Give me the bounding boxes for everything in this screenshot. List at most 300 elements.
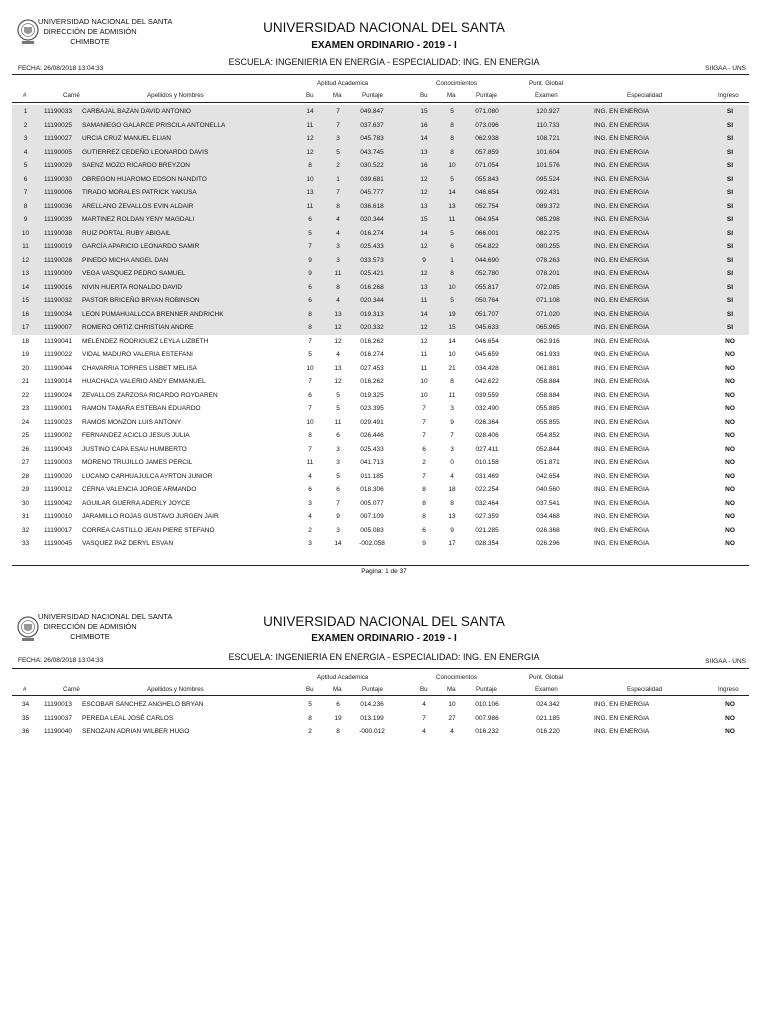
conocimientos-ma-cell: 3 bbox=[450, 405, 454, 412]
aptitud-puntaje-cell: 013.199 bbox=[360, 714, 384, 722]
name-cell: JARAMILLO ROJAS GUSTAVO JURGEN JAIR bbox=[82, 513, 219, 520]
aptitud-bu-cell: 10 bbox=[306, 418, 314, 426]
row-number: 11 bbox=[22, 243, 29, 250]
especialidad-cell: ING. EN ENERGIA bbox=[594, 175, 650, 183]
aptitud-puntaje-cell: 045.783 bbox=[360, 135, 384, 142]
carne-cell: 11190013 bbox=[44, 701, 72, 708]
table-row bbox=[12, 105, 749, 119]
aptitud-puntaje-cell: 036.618 bbox=[360, 202, 384, 210]
conocimientos-ma-cell: 10 bbox=[448, 351, 456, 358]
aptitud-puntaje-cell: 030.522 bbox=[360, 162, 384, 169]
ingreso-cell: SI bbox=[726, 216, 734, 223]
conocimientos-puntaje-cell: 032.490 bbox=[475, 405, 499, 412]
name-cell: VIDAL MADURO VALERIA ESTEFANI bbox=[82, 351, 193, 358]
ingreso-cell: NO bbox=[725, 445, 735, 453]
conocimientos-puntaje-cell: 027.411 bbox=[475, 445, 499, 453]
aptitud-bu-cell: 3 bbox=[308, 499, 312, 507]
col-con-puntaje-header: Puntaje bbox=[476, 92, 497, 99]
pagination-label: Pagina: 1 de 37 bbox=[361, 568, 407, 575]
especialidad-cell: ING. EN ENERGIA bbox=[594, 445, 650, 453]
carne-cell: 11190034 bbox=[44, 310, 72, 318]
conocimientos-puntaje-cell: 027.359 bbox=[475, 513, 499, 520]
row-number: 36 bbox=[21, 728, 30, 735]
name-cell: JUSTINO CAPA ESAU HUMBERTO bbox=[82, 445, 187, 453]
aptitud-ma-cell: 4 bbox=[336, 297, 340, 304]
system-label: SIIGAA - UNS bbox=[705, 65, 746, 72]
conocimientos-bu-cell: 12 bbox=[420, 324, 428, 331]
name-cell: MARTINEZ ROLDAN YENY MAGDALI bbox=[82, 216, 195, 223]
aptitud-bu-cell: 6 bbox=[308, 391, 312, 399]
conocimientos-bu-cell: 11 bbox=[420, 364, 428, 372]
conocimientos-ma-cell: 8 bbox=[450, 270, 454, 277]
group-puntaje-global-header: Punt. Global bbox=[529, 674, 564, 681]
aptitud-puntaje-cell: 018.306 bbox=[360, 486, 384, 493]
conocimientos-bu-cell: 4 bbox=[422, 728, 426, 735]
col-con-ma-header: Ma bbox=[447, 686, 456, 693]
table-row bbox=[12, 443, 749, 457]
conocimientos-bu-cell: 14 bbox=[420, 310, 428, 318]
conocimientos-bu-cell: 13 bbox=[420, 202, 428, 210]
name-cell: RUIZ PORTAL RUBY ABIGAIL bbox=[82, 229, 171, 237]
name-cell: PEREDA LEAL JOSÉ CARLOS bbox=[82, 714, 174, 722]
system-label: SIIGAA - UNS bbox=[705, 658, 746, 665]
especialidad-cell: ING. EN ENERGIA bbox=[594, 472, 650, 480]
conocimientos-puntaje-cell: 032.464 bbox=[475, 499, 499, 507]
puntaje-global-cell: 078.201 bbox=[536, 270, 560, 277]
conocimientos-bu-cell: 10 bbox=[420, 391, 428, 399]
ingreso-cell: SI bbox=[726, 121, 734, 129]
aptitud-ma-cell: 3 bbox=[336, 526, 340, 534]
name-cell: GUTIERREZ CEDEÑO LEONARDO DAVIS bbox=[82, 148, 209, 156]
especialidad-cell: ING. EN ENERGIA bbox=[594, 418, 650, 426]
conocimientos-ma-cell: 10 bbox=[448, 162, 456, 169]
puntaje-global-cell: 055.855 bbox=[536, 418, 560, 426]
aptitud-bu-cell: 7 bbox=[308, 445, 312, 453]
aptitud-ma-cell: 13 bbox=[334, 364, 342, 372]
aptitud-bu-cell: 8 bbox=[308, 162, 312, 169]
conocimientos-ma-cell: 10 bbox=[448, 283, 456, 291]
conocimientos-bu-cell: 6 bbox=[422, 445, 426, 453]
row-number: 18 bbox=[21, 337, 30, 345]
aptitud-bu-cell: 3 bbox=[308, 540, 312, 547]
carne-cell: 11190020 bbox=[44, 472, 72, 480]
ingreso-cell: SI bbox=[726, 202, 734, 210]
row-number: 17 bbox=[21, 324, 30, 331]
col-apt-ma-header: Ma bbox=[333, 686, 342, 693]
university-seal-icon bbox=[17, 16, 39, 46]
col-apt-puntaje-header: Puntaje bbox=[362, 92, 383, 99]
name-cell: VEGA VASQUEZ PEDRO SAMUEL bbox=[82, 270, 186, 277]
aptitud-puntaje-cell: 043.745 bbox=[360, 148, 384, 156]
puntaje-global-cell: 095.524 bbox=[536, 175, 560, 183]
col-con-bu-header: Bu bbox=[420, 686, 428, 693]
row-number: 10 bbox=[21, 229, 30, 237]
conocimientos-puntaje-cell: 042.622 bbox=[475, 378, 499, 385]
table-row bbox=[12, 402, 749, 416]
aptitud-puntaje-cell: -000.012 bbox=[359, 728, 385, 735]
name-cell: VASQUEZ PAZ DERYL ESVAN bbox=[82, 540, 174, 547]
conocimientos-ma-cell: 10 bbox=[448, 701, 456, 708]
results-table-page-2 bbox=[12, 698, 749, 739]
carne-cell: 11190010 bbox=[44, 513, 72, 520]
row-number: 30 bbox=[21, 499, 30, 507]
report-subtitle: EXAMEN ORDINARIO - 2019 - I bbox=[311, 633, 457, 644]
report-date: FECHA: 26/08/2018 13:04:33 bbox=[18, 657, 104, 664]
aptitud-ma-cell: 4 bbox=[336, 216, 340, 223]
aptitud-puntaje-cell: 016.274 bbox=[360, 229, 384, 237]
conocimientos-bu-cell: 6 bbox=[422, 526, 426, 534]
carne-cell: 11190036 bbox=[44, 202, 72, 210]
ingreso-cell: NO bbox=[725, 364, 735, 372]
especialidad-cell: ING. EN ENERGIA bbox=[594, 270, 650, 277]
conocimientos-bu-cell: 12 bbox=[420, 175, 428, 183]
conocimientos-bu-cell: 11 bbox=[420, 351, 428, 358]
puntaje-global-cell: 072.085 bbox=[536, 283, 560, 291]
group-aptitud-header: Aptitud Academica bbox=[317, 80, 369, 87]
especialidad-cell: ING. EN ENERGIA bbox=[594, 148, 650, 156]
aptitud-puntaje-cell: 033.573 bbox=[360, 256, 384, 264]
aptitud-bu-cell: 2 bbox=[308, 526, 312, 534]
ingreso-cell: NO bbox=[725, 499, 735, 507]
aptitud-ma-cell: 3 bbox=[336, 445, 340, 453]
table-row bbox=[12, 429, 749, 443]
carne-cell: 11190039 bbox=[44, 216, 72, 223]
table-row bbox=[12, 132, 749, 146]
aptitud-ma-cell: 4 bbox=[336, 351, 340, 358]
name-cell: MELENDEZ RODRIGUEZ LEYLA LIZBETH bbox=[82, 337, 209, 345]
institution-block bbox=[38, 612, 173, 642]
carne-cell: 11190029 bbox=[44, 162, 72, 169]
report-date: FECHA: 26/08/2018 13:04:33 bbox=[18, 65, 104, 72]
row-number: 21 bbox=[21, 378, 30, 385]
ingreso-cell: NO bbox=[725, 391, 735, 399]
carne-cell: 11190017 bbox=[44, 526, 72, 534]
puntaje-global-cell: 092.431 bbox=[536, 189, 560, 196]
conocimientos-bu-cell: 2 bbox=[422, 459, 426, 466]
especialidad-cell: ING. EN ENERGIA bbox=[594, 256, 650, 264]
col-num-header: # bbox=[23, 92, 27, 99]
group-conocimientos-header: Conocimientos bbox=[436, 80, 477, 87]
conocimientos-ma-cell: 13 bbox=[448, 513, 456, 520]
aptitud-bu-cell: 11 bbox=[306, 202, 314, 210]
row-number: 14 bbox=[21, 283, 30, 291]
puntaje-global-cell: 058.884 bbox=[536, 391, 560, 399]
conocimientos-ma-cell: 5 bbox=[450, 175, 454, 183]
carne-cell: 11190028 bbox=[44, 256, 72, 264]
table-row bbox=[12, 470, 749, 484]
col-especialidad-header: Especialidad bbox=[627, 686, 663, 693]
results-table-page-1 bbox=[12, 105, 749, 551]
especialidad-cell: ING. EN ENERGIA bbox=[594, 324, 650, 331]
puntaje-global-cell: 071.108 bbox=[536, 297, 560, 304]
especialidad-cell: ING. EN ENERGIA bbox=[594, 243, 650, 250]
puntaje-global-cell: 110.733 bbox=[536, 121, 560, 129]
conocimientos-bu-cell: 12 bbox=[420, 270, 428, 277]
carne-cell: 11190032 bbox=[44, 297, 72, 304]
aptitud-ma-cell: 8 bbox=[336, 728, 340, 735]
aptitud-bu-cell: 6 bbox=[308, 297, 312, 304]
table-row bbox=[12, 524, 749, 538]
especialidad-cell: ING. EN ENERGIA bbox=[594, 364, 650, 372]
aptitud-puntaje-cell: 019.313 bbox=[360, 310, 384, 318]
aptitud-ma-cell: 12 bbox=[334, 324, 342, 331]
carne-cell: 11190016 bbox=[44, 283, 72, 291]
conocimientos-bu-cell: 13 bbox=[420, 283, 428, 291]
conocimientos-ma-cell: 14 bbox=[448, 337, 456, 345]
table-row bbox=[12, 537, 749, 551]
group-aptitud-header: Aptitud Academica bbox=[317, 674, 369, 681]
especialidad-cell: ING. EN ENERGIA bbox=[594, 135, 650, 142]
conocimientos-ma-cell: 15 bbox=[448, 324, 456, 331]
name-cell: FERNANDEZ ACICLO JESUS JULIA bbox=[82, 432, 190, 439]
col-apt-bu-header: Bu bbox=[306, 92, 314, 99]
aptitud-ma-cell: 3 bbox=[336, 135, 340, 142]
conocimientos-puntaje-cell: 073.096 bbox=[475, 121, 499, 129]
conocimientos-puntaje-cell: 016.232 bbox=[475, 728, 499, 735]
carne-cell: 11190045 bbox=[44, 540, 72, 547]
conocimientos-puntaje-cell: 010.106 bbox=[475, 701, 499, 708]
row-number: 8 bbox=[23, 202, 28, 210]
conocimientos-bu-cell: 7 bbox=[422, 472, 426, 480]
row-number: 2 bbox=[23, 121, 28, 129]
conocimientos-puntaje-cell: 046.654 bbox=[475, 189, 499, 196]
aptitud-puntaje-cell: 023.395 bbox=[360, 405, 384, 412]
aptitud-ma-cell: 7 bbox=[336, 121, 340, 129]
aptitud-ma-cell: 5 bbox=[336, 405, 340, 412]
especialidad-cell: ING. EN ENERGIA bbox=[594, 513, 650, 520]
ingreso-cell: NO bbox=[725, 337, 735, 345]
aptitud-puntaje-cell: 019.325 bbox=[360, 391, 384, 399]
especialidad-cell: ING. EN ENERGIA bbox=[594, 351, 650, 358]
aptitud-puntaje-cell: 005.077 bbox=[360, 499, 384, 507]
puntaje-global-cell: 080.255 bbox=[536, 243, 560, 250]
conocimientos-ma-cell: 3 bbox=[450, 445, 454, 453]
aptitud-bu-cell: 2 bbox=[308, 728, 312, 735]
conocimientos-bu-cell: 11 bbox=[420, 297, 428, 304]
aptitud-puntaje-cell: 039.681 bbox=[360, 175, 384, 183]
aptitud-ma-cell: 6 bbox=[336, 701, 340, 708]
conocimientos-bu-cell: 12 bbox=[420, 243, 428, 250]
ingreso-cell: SI bbox=[726, 297, 734, 304]
name-cell: CERNA VALENCIA JORGE ARMANDO bbox=[82, 486, 197, 493]
col-con-puntaje-header: Puntaje bbox=[476, 686, 497, 693]
report-page-2 bbox=[0, 597, 768, 757]
carne-cell: 11190044 bbox=[44, 364, 72, 372]
puntaje-global-cell: 016.220 bbox=[536, 728, 560, 735]
conocimientos-ma-cell: 8 bbox=[450, 499, 454, 507]
conocimientos-puntaje-cell: 010.158 bbox=[475, 459, 499, 466]
ingreso-cell: SI bbox=[726, 175, 734, 183]
table-row bbox=[12, 254, 749, 268]
conocimientos-bu-cell: 16 bbox=[420, 162, 428, 169]
ingreso-cell: NO bbox=[725, 526, 735, 534]
conocimientos-ma-cell: 14 bbox=[448, 189, 456, 196]
name-cell: NIVIN HUERTA RONALDO DAVID bbox=[82, 283, 183, 291]
col-carne-header: Carné bbox=[63, 686, 80, 693]
aptitud-bu-cell: 7 bbox=[308, 378, 312, 385]
aptitud-bu-cell: 4 bbox=[308, 513, 312, 520]
carne-cell: 11190007 bbox=[44, 324, 72, 331]
ingreso-cell: NO bbox=[725, 418, 735, 426]
conocimientos-puntaje-cell: 055.817 bbox=[475, 283, 499, 291]
conocimientos-ma-cell: 5 bbox=[450, 297, 454, 304]
especialidad-cell: ING. EN ENERGIA bbox=[594, 526, 650, 534]
conocimientos-bu-cell: 14 bbox=[420, 135, 428, 142]
table-row bbox=[12, 227, 749, 241]
aptitud-ma-cell: 5 bbox=[336, 391, 340, 399]
row-number: 15 bbox=[21, 297, 30, 304]
conocimientos-ma-cell: 5 bbox=[450, 108, 454, 115]
name-cell: RAMON TAMARA ESTEBAN EDUARDO bbox=[82, 405, 201, 412]
conocimientos-puntaje-cell: 044.690 bbox=[475, 256, 499, 264]
institution-name: UNIVERSIDAD NACIONAL DEL SANTA bbox=[38, 17, 173, 26]
ingreso-cell: NO bbox=[725, 513, 735, 520]
conocimientos-bu-cell: 15 bbox=[420, 216, 428, 223]
aptitud-bu-cell: 8 bbox=[308, 432, 312, 439]
conocimientos-puntaje-cell: 052.754 bbox=[475, 202, 499, 210]
institution-department: DIRECCIÓN DE ADMISIÓN bbox=[43, 27, 137, 36]
conocimientos-bu-cell: 8 bbox=[422, 499, 426, 507]
puntaje-global-cell: 078.263 bbox=[536, 256, 560, 264]
puntaje-global-cell: 120.927 bbox=[536, 108, 560, 115]
row-number: 35 bbox=[21, 714, 30, 722]
table-row bbox=[12, 362, 749, 376]
conocimientos-puntaje-cell: 021.285 bbox=[475, 526, 499, 534]
aptitud-bu-cell: 7 bbox=[308, 337, 312, 345]
conocimientos-puntaje-cell: 051.707 bbox=[475, 310, 499, 318]
conocimientos-ma-cell: 8 bbox=[450, 135, 454, 142]
ingreso-cell: SI bbox=[726, 243, 734, 250]
carne-cell: 11190001 bbox=[44, 405, 72, 412]
conocimientos-puntaje-cell: 026.364 bbox=[475, 418, 499, 426]
especialidad-cell: ING. EN ENERGIA bbox=[594, 310, 650, 318]
aptitud-puntaje-cell: 029.491 bbox=[360, 418, 384, 426]
name-cell: OBREGON HUAROMO EDSON NANDITO bbox=[82, 175, 207, 183]
ingreso-cell: NO bbox=[725, 459, 735, 466]
conocimientos-ma-cell: 18 bbox=[448, 486, 456, 493]
header-rule bbox=[12, 74, 749, 75]
aptitud-bu-cell: 5 bbox=[308, 351, 312, 358]
aptitud-ma-cell: 12 bbox=[334, 378, 342, 385]
name-cell: GARCÍA APARICIO LEONARDO SAMIR bbox=[82, 243, 200, 250]
carne-cell: 11190012 bbox=[44, 486, 72, 493]
conocimientos-bu-cell: 7 bbox=[422, 432, 426, 439]
puntaje-global-cell: 082.275 bbox=[536, 229, 560, 237]
ingreso-cell: SI bbox=[726, 256, 734, 264]
aptitud-bu-cell: 11 bbox=[306, 459, 314, 466]
table-row bbox=[12, 267, 749, 281]
table-row bbox=[12, 416, 749, 430]
conocimientos-bu-cell: 13 bbox=[420, 148, 428, 156]
aptitud-bu-cell: 8 bbox=[308, 714, 312, 722]
row-number: 27 bbox=[21, 459, 30, 466]
group-conocimientos-header: Conocimientos bbox=[436, 674, 477, 681]
conocimientos-ma-cell: 6 bbox=[450, 243, 454, 250]
table-row bbox=[12, 698, 749, 712]
especialidad-cell: ING. EN ENERGIA bbox=[594, 108, 650, 115]
carne-cell: 11190019 bbox=[44, 243, 72, 250]
row-number: 28 bbox=[21, 472, 30, 480]
especialidad-cell: ING. EN ENERGIA bbox=[594, 283, 650, 291]
ingreso-cell: SI bbox=[726, 135, 734, 142]
puntaje-global-cell: 024.342 bbox=[536, 701, 560, 708]
aptitud-bu-cell: 13 bbox=[306, 189, 314, 196]
col-ingreso-header: Ingreso bbox=[718, 92, 739, 99]
conocimientos-ma-cell: 21 bbox=[448, 364, 456, 372]
school-specialty: ESCUELA: INGENIERIA EN ENERGIA - ESPECIALIDAD: ING. EN ENERGIA bbox=[228, 57, 540, 67]
conocimientos-puntaje-cell: 052.780 bbox=[475, 270, 499, 277]
row-number: 12 bbox=[21, 256, 30, 264]
aptitud-puntaje-cell: 020.344 bbox=[360, 297, 384, 304]
especialidad-cell: ING. EN ENERGIA bbox=[594, 486, 650, 493]
puntaje-global-cell: 062.916 bbox=[536, 337, 560, 345]
col-examen-header: Examen bbox=[535, 686, 558, 693]
aptitud-bu-cell: 10 bbox=[306, 175, 314, 183]
aptitud-ma-cell: 7 bbox=[336, 189, 340, 196]
conocimientos-puntaje-cell: 007.986 bbox=[475, 714, 499, 722]
conocimientos-ma-cell: 8 bbox=[450, 378, 454, 385]
conocimientos-ma-cell: 1 bbox=[450, 256, 454, 264]
aptitud-puntaje-cell: 037.637 bbox=[360, 121, 384, 129]
table-row bbox=[12, 348, 749, 362]
col-apt-bu-header: Bu bbox=[306, 686, 314, 693]
especialidad-cell: ING. EN ENERGIA bbox=[594, 714, 650, 722]
puntaje-global-cell: 042.654 bbox=[536, 472, 560, 480]
table-row bbox=[12, 159, 749, 173]
aptitud-ma-cell: 6 bbox=[336, 486, 340, 493]
ingreso-cell: SI bbox=[726, 148, 734, 156]
group-puntaje-global-header: Punt. Global bbox=[529, 80, 564, 87]
table-row bbox=[12, 321, 749, 335]
table-row bbox=[12, 200, 749, 214]
aptitud-bu-cell: 5 bbox=[308, 229, 312, 237]
row-number: 26 bbox=[21, 445, 30, 453]
puntaje-global-cell: 026.368 bbox=[536, 526, 560, 534]
aptitud-ma-cell: 3 bbox=[336, 256, 340, 264]
especialidad-cell: ING. EN ENERGIA bbox=[594, 540, 650, 547]
ingreso-cell: SI bbox=[726, 283, 734, 291]
row-number: 31 bbox=[21, 513, 30, 520]
row-number: 32 bbox=[21, 526, 30, 534]
aptitud-puntaje-cell: 049.847 bbox=[360, 108, 384, 115]
aptitud-puntaje-cell: 016.262 bbox=[360, 378, 384, 385]
ingreso-cell: SI bbox=[726, 324, 734, 331]
carne-cell: 11190003 bbox=[44, 459, 72, 466]
conocimientos-bu-cell: 9 bbox=[422, 540, 426, 547]
aptitud-bu-cell: 14 bbox=[306, 108, 314, 115]
conocimientos-puntaje-cell: 031.469 bbox=[475, 472, 499, 480]
table-row bbox=[12, 456, 749, 470]
especialidad-cell: ING. EN ENERGIA bbox=[594, 162, 650, 169]
row-number: 16 bbox=[21, 310, 30, 318]
carne-cell: 11190022 bbox=[44, 351, 72, 358]
especialidad-cell: ING. EN ENERGIA bbox=[594, 216, 650, 223]
name-cell: SENOZAIN ADRIAN WILBER HUGO bbox=[82, 728, 190, 735]
institution-city: CHIMBOTE bbox=[70, 632, 110, 641]
aptitud-ma-cell: 13 bbox=[334, 310, 342, 318]
aptitud-puntaje-cell: 016.262 bbox=[360, 337, 384, 345]
name-cell: LEON PUMAHUALLCCA BRENNER ANDRICHK bbox=[82, 310, 224, 318]
name-cell: ZEVALLOS ZARZOSA RICARDO ROYDAREN bbox=[82, 391, 218, 399]
puntaje-global-cell: 058.884 bbox=[536, 378, 560, 385]
table-header-rule bbox=[12, 695, 749, 696]
puntaje-global-cell: 089.372 bbox=[536, 202, 560, 210]
col-num-header: # bbox=[23, 686, 27, 693]
conocimientos-puntaje-cell: 034.428 bbox=[475, 364, 499, 372]
especialidad-cell: ING. EN ENERGIA bbox=[594, 459, 650, 466]
conocimientos-puntaje-cell: 055.843 bbox=[475, 175, 499, 183]
col-apt-puntaje-header: Puntaje bbox=[362, 686, 383, 693]
